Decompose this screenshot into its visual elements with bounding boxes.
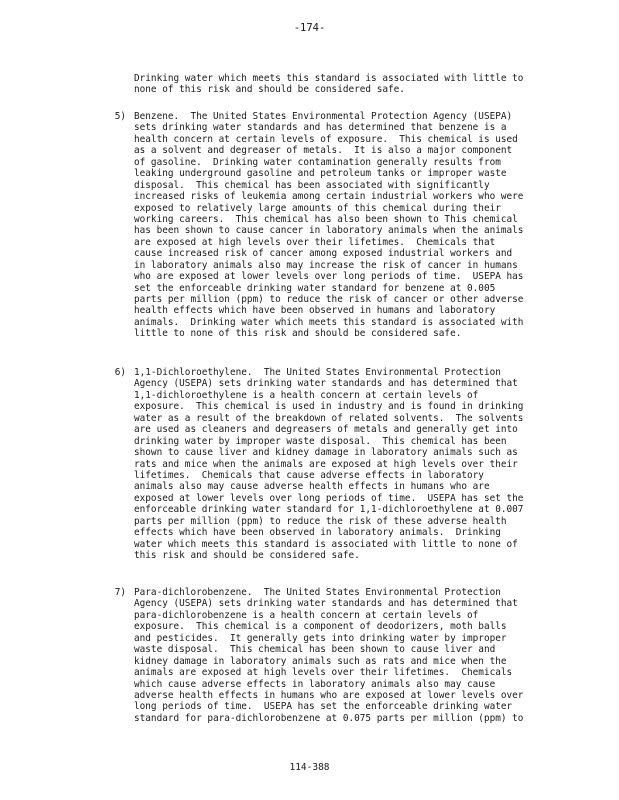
text-line: animals. Drinking water which meets this standard is associated with — [134, 316, 524, 328]
text-line: long periods of time. USEPA has set the enforceable drinking water — [134, 701, 513, 713]
text-line: who are exposed at lower levels over long periods of time. USEPA has — [134, 271, 524, 283]
text-line: standard for para-dichlorobenzene at 0.075 parts per million (ppm) to — [134, 712, 524, 724]
text-line: working careers. This chemical has also been shown to This chemical — [134, 213, 518, 225]
text-line: rats and mice when the animals are exposed at high levels over their — [134, 458, 518, 470]
text-line: exposed to relatively large amounts of this chemical during their — [134, 202, 501, 214]
text-line: Agency (USEPA) sets drinking water standards and has determined that — [134, 378, 518, 390]
text-line: animals are exposed at high levels over their lifetimes. Chemicals — [134, 667, 513, 679]
text-line: 1,1-Dichloroethylene. The United States Environmental Protection — [134, 367, 501, 378]
footer-code: 114-388 — [289, 762, 330, 773]
item-marker: 5) — [114, 111, 126, 122]
text-line: Para-dichlorobenzene. The United States Environmental Protection — [134, 587, 501, 598]
text-line: animals also may cause adverse health effects in humans who are — [134, 481, 490, 493]
text-line: exposure. This chemical is used in industry and is found in drinking — [134, 401, 524, 413]
text-line: sets drinking water standards and has determined that benzene is a — [134, 122, 507, 134]
text-line: health effects which have been observed in humans and laboratory — [134, 305, 496, 317]
text-line: exposed at lower levels over long periods of time. USEPA has set the — [134, 492, 524, 504]
text-line: and pesticides. It generally gets into drinking water by improper — [134, 632, 507, 644]
item-marker: 7) — [114, 587, 126, 598]
text-line: increased risks of leukemia among certain industrial workers who were — [134, 191, 524, 203]
text-line: parts per million (ppm) to reduce the risk of cancer or other adverse — [134, 294, 524, 305]
text-line: Agency (USEPA) sets drinking water standards and has determined that — [134, 598, 518, 610]
item-benzene — [114, 111, 574, 340]
text-line: none of this risk and should be considered safe. — [134, 84, 405, 96]
text-line: set the enforceable drinking water standard for benzene at 0.005 — [134, 282, 496, 294]
text-line: little to none of this risk and should be considered safe. — [134, 328, 462, 340]
text-line: parts per million (ppm) to reduce the risk of these adverse health — [134, 515, 507, 527]
text-line: of gasoline. Drinking water contamination generally results from — [134, 156, 501, 168]
text-line: which cause adverse effects in laboratory animals also may cause — [134, 678, 496, 690]
text-line: waste disposal. This chemical has been shown to cause liver and — [134, 644, 496, 656]
page-number: -174- — [293, 22, 326, 34]
text-line: exposure. This chemical is a component of deodorizers, moth balls — [134, 621, 507, 633]
text-line: health concern at certain levels of exposure. This chemical is used — [134, 133, 518, 145]
text-line: are used as cleaners and degreasers of metals and generally get into — [134, 424, 518, 436]
intro-paragraph — [134, 73, 574, 96]
text-line: lifetimes. Chemicals that cause adverse effects in laboratory — [134, 469, 484, 481]
text-line: enforceable drinking water standard for 1,1-dichloroethylene at 0.007 — [134, 504, 524, 516]
text-line: has been shown to cause cancer in laboratory animals when the animals — [134, 225, 524, 237]
text-line: leaking underground gasoline and petroleum tanks or improper waste — [134, 168, 507, 180]
text-line: disposal. This chemical has been associated with significantly — [134, 179, 490, 191]
text-line: shown to cause liver and kidney damage in laboratory animals such as — [134, 447, 518, 459]
text-line: are exposed at high levels over their lifetimes. Chemicals that — [134, 236, 496, 248]
text-line: effects which have been observed in laboratory animals. Drinking — [134, 527, 501, 539]
text-line: cause increased risk of cancer among exposed industrial workers and — [134, 248, 513, 260]
text-line: Benzene. The United States Environmental Protection Agency (USEPA) — [134, 111, 513, 122]
text-line: 1,1-dichloroethylene is a health concern at certain levels of — [134, 389, 479, 401]
text-line: in laboratory animals also may increase the risk of cancer in humans — [134, 259, 518, 271]
item-dichloroethylene — [114, 367, 574, 561]
text-line: this risk and should be considered safe. — [134, 550, 360, 561]
text-line: kidney damage in laboratory animals such as rats and mice when the — [134, 655, 507, 667]
text-line: Drinking water which meets this standard is associated with little to — [134, 73, 524, 84]
text-line: adverse health effects in humans who are exposed at lower levels over — [134, 689, 524, 701]
item-para-dichlorobenzene — [114, 587, 574, 724]
text-line: water as a result of the breakdown of related solvents. The solvents — [134, 412, 524, 424]
item-marker: 6) — [114, 367, 126, 378]
text-line: as a solvent and degreaser of metals. It is also a major component — [134, 145, 513, 157]
text-line: water which meets this standard is associated with little to none of — [134, 538, 518, 550]
text-line: drinking water by improper waste disposal. This chemical has been — [134, 435, 507, 447]
text-line: para-dichlorobenzene is a health concern at certain levels of — [134, 609, 479, 621]
